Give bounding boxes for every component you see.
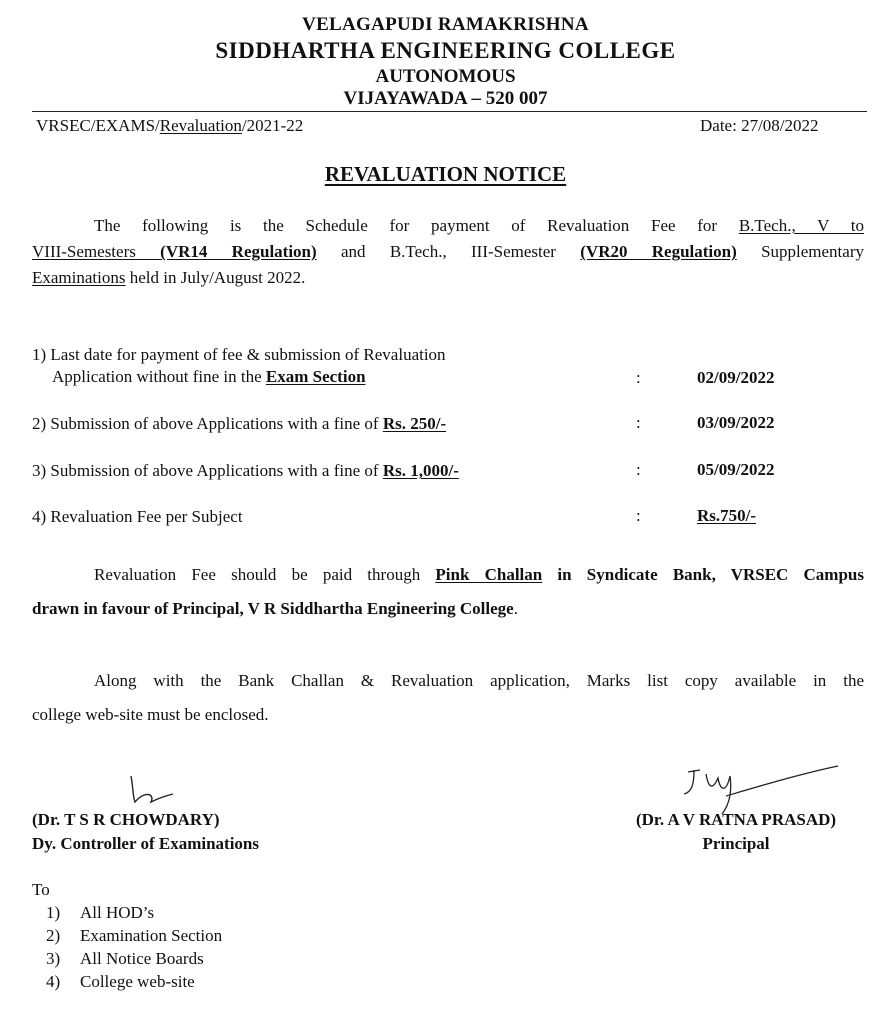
enclosure-paragraph: Along with the Bank Challan & Revaluation application, Marks list copy available in the college web-site must be enclosed. — [32, 671, 864, 724]
to-label: To — [32, 880, 50, 899]
controller-name: (Dr. T S R CHOWDARY) — [32, 810, 220, 829]
distribution-list — [46, 901, 222, 993]
schedule-date-3: 05/09/2022 — [697, 460, 775, 479]
notice-title: REVALUATION NOTICE — [324, 162, 567, 186]
list-item: 2) Examination Section — [46, 926, 223, 945]
list-item: 4) College web-site — [46, 972, 195, 991]
controller-title: Dy. Controller of Examinations — [32, 834, 259, 853]
principal-title: Principal — [702, 834, 770, 853]
schedule-colon-3: : — [636, 460, 641, 479]
college-address: VIJAYAWADA – 520 007 — [343, 88, 548, 109]
revaluation-fee-value: Rs.750/- — [697, 506, 757, 525]
header-divider — [32, 111, 867, 112]
payment-paragraph: Revaluation Fee should be paid through Pink Challan in Syndicate Bank, VRSEC Campus drawn in favour of Principal, V R Siddhartha Engineering College. — [32, 565, 864, 618]
schedule-colon-4: : — [636, 506, 641, 525]
college-status: AUTONOMOUS — [375, 66, 516, 87]
college-name-line1: VELAGAPUDI RAMAKRISHNA — [302, 14, 589, 35]
principal-name: (Dr. A V RATNA PRASAD) — [635, 810, 837, 829]
reference-number: VRSEC/EXAMS/Revaluation/2021-22 — [36, 116, 304, 135]
schedule-date-2: 03/09/2022 — [697, 413, 775, 432]
controller-signatory — [32, 808, 259, 856]
schedule-item-3: 3) Submission of above Applications with a fine of Rs. 1,000/- — [32, 461, 459, 480]
list-item: 1) All HOD’s — [46, 903, 155, 922]
list-item: 3) All Notice Boards — [46, 949, 204, 968]
schedule-item-4: 4) Revaluation Fee per Subject — [32, 507, 243, 526]
schedule-date-1: 02/09/2022 — [697, 368, 775, 387]
principal-signatory — [612, 808, 860, 856]
intro-paragraph: The following is the Schedule for payment of Revaluation Fee for B.Tech., V to VIII-Semesters (VR14 Regulation) and B.Tech., III-Semester (VR20 Regulation) Supplementary Examinations held in July/August 2022. — [32, 216, 864, 287]
schedule-item-1: 1) Last date for payment of fee & submission of Revaluation Application without fine in the Exam Section — [32, 345, 446, 386]
schedule-colon-1: : — [636, 368, 641, 387]
notice-date: Date: 27/08/2022 — [700, 116, 819, 135]
schedule-item-2: 2) Submission of above Applications with a fine of Rs. 250/- — [32, 414, 447, 433]
college-name-line2: SIDDHARTHA ENGINEERING COLLEGE — [215, 38, 676, 63]
schedule-colon-2: : — [636, 413, 641, 432]
